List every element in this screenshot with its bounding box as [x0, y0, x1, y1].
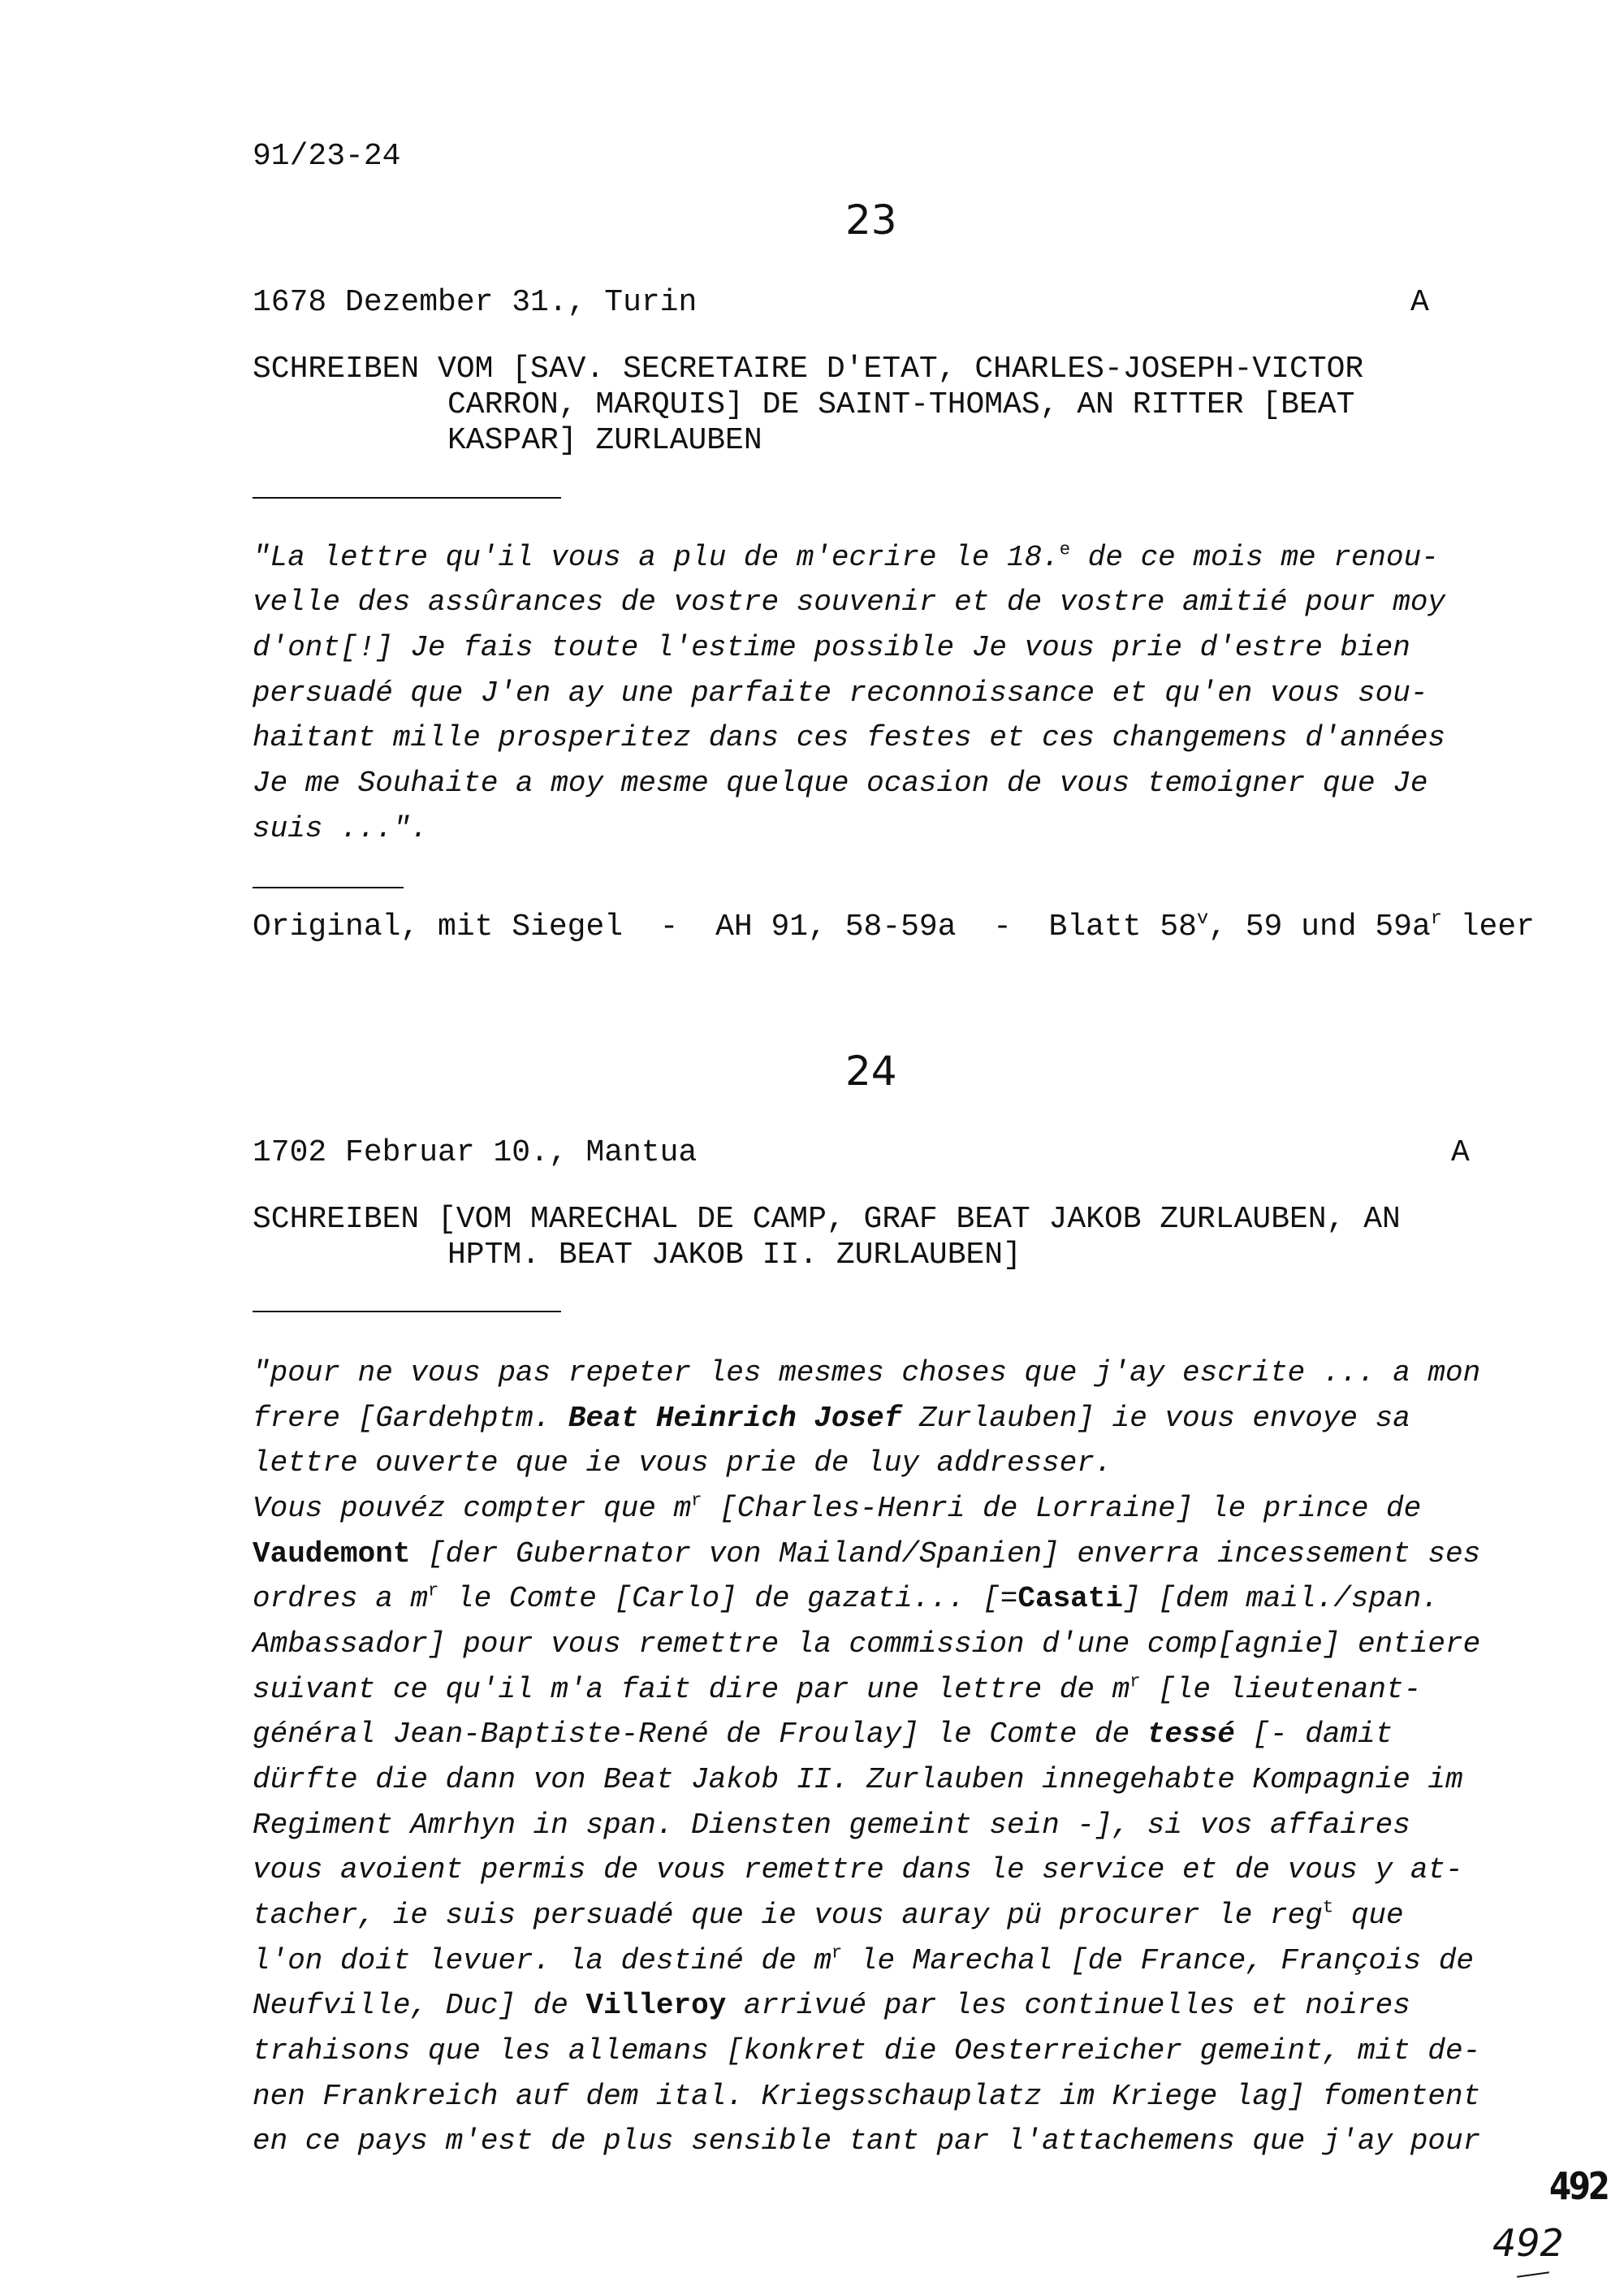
doc23-quote-line: velle des assûrances de vostre souvenir et de vostre amitié pour moy — [253, 586, 1446, 619]
doc24-quote-line: Vous pouvéz compter que $m^r$ [Charles-Henri de Lorraine] le prince de — [253, 1489, 1422, 1525]
doc24-quote-line: Regiment Amrhyn in span. Diensten gemeint sein -], si vos affaires — [253, 1808, 1410, 1842]
doc23-source-separator — [253, 887, 404, 888]
doc24-quote-line: frere [Gardehptm. Beat Heinrich Josef Zurlauben] ie vous envoye sa — [253, 1402, 1410, 1435]
doc23-quote-line: suis ...". — [253, 812, 429, 845]
doc23-title-line-1: SCHREIBEN VOM [SAV. SECRETAIRE D'ETAT, CHARLES-JOSEPH-VICTOR — [253, 352, 1364, 387]
doc24-quote-line: vous avoient permis de vous remettre dans le service et de vous y at- — [253, 1853, 1463, 1886]
doc24-quote-line: dürfte die dann von Beat Jakob II. Zurlauben innegehabte Kompagnie im — [253, 1763, 1463, 1796]
doc24-separator — [253, 1311, 561, 1312]
folio-underline — [1517, 2271, 1549, 2278]
doc24-quote-line: Ambassador] pour vous remettre la commission d'une comp[agnie] entiere — [253, 1627, 1481, 1661]
doc24-quote-line: suivant ce qu'il m'a fait dire par une lettre de $m^r$ [le lieutenant- — [253, 1670, 1422, 1706]
doc24-date-place: 1702 Februar 10., Mantua — [253, 1135, 698, 1170]
doc24-quote-line: Vaudemont [der Gubernator von Mailand/Spanien] enverra incessement ses — [253, 1537, 1481, 1571]
doc23-quote-line: Je me Souhaite a moy mesme quelque ocasion de vous temoigner que Je — [253, 767, 1428, 800]
doc24-quote-line: général Jean-Baptiste-René de Froulay] le Comte de tessé [- damit — [253, 1718, 1393, 1751]
doc23-quote-line: d'ont[!] Je fais toute l'estime possible Je vous prie d'estre bien — [253, 631, 1410, 664]
doc23-quote-line: haitant mille prosperitez dans ces festes et ces changemens d'années — [253, 721, 1446, 754]
doc24-quote-line: trahisons que les allemans [konkret die Oesterreicher gemeint, mit de- — [253, 2034, 1481, 2068]
document-number-23: 23 — [845, 197, 897, 244]
doc24-title-line-1: SCHREIBEN [VOM MARECHAL DE CAMP, GRAF BEAT JAKOB ZURLAUBEN, AN — [253, 1202, 1401, 1237]
doc23-quote-line: persuadé que J'en ay une parfaite reconnoissance et qu'en vous sou- — [253, 676, 1428, 710]
page-reference: 91/23-24 — [253, 139, 401, 174]
doc24-archive-marker: A — [1451, 1135, 1470, 1170]
doc24-quote-line: ordres a $m^r$ le Comte [Carlo] de gazati... [=Casati] [dem mail./span. — [253, 1579, 1439, 1615]
doc23-separator — [253, 497, 561, 499]
doc24-quote-line: en ce pays m'est de plus sensible tant par l'attachemens que j'ay pour — [253, 2124, 1481, 2158]
doc23-title-line-2: CARRON, MARQUIS] DE SAINT-THOMAS, AN RITTER [BEAT — [447, 387, 1355, 422]
doc24-quote-line: l'on doit levuer. la destiné de $m^r$ le Marechal [de France, François de — [253, 1942, 1475, 1977]
doc24-quote-line: "pour ne vous pas repeter les mesmes choses que j'ay escrite ... a mon — [253, 1356, 1481, 1389]
doc24-quote-line: tacher, ie suis persuadé que ie vous auray pü procurer le reg$^t$ que — [253, 1896, 1404, 1932]
doc24-title-line-2: HPTM. BEAT JAKOB II. ZURLAUBEN] — [447, 1238, 1021, 1273]
doc23-title-line-3: KASPAR] ZURLAUBEN — [447, 423, 762, 458]
doc23-archive-marker: A — [1410, 285, 1429, 320]
doc24-quote-line: Neufville, Duc] de Villeroy arrivué par les continuelles et noires — [253, 1989, 1410, 2022]
document-number-24: 24 — [845, 1048, 897, 1095]
doc24-quote-line: lettre ouverte que ie vous prie de luy addresser. — [253, 1446, 1112, 1480]
doc23-quote-line: "La lettre qu'il vous a plu de m'ecrire le 18.$^e$ de ce mois me renou- — [253, 538, 1439, 574]
doc24-quote-line: nen Frankreich auf dem ital. Kriegsschauplatz im Kriege lag] fomentent — [253, 2080, 1481, 2113]
folio-stamp: 492 — [1549, 2164, 1608, 2208]
folio-handwritten: 492 — [1492, 2221, 1564, 2265]
doc23-date-place: 1678 Dezember 31., Turin — [253, 285, 698, 320]
doc23-source-note: Original, mit Siegel - AH 91, 58-59a - Blatt 58$^v$, 59 und $59a^r$ leer — [253, 907, 1535, 944]
